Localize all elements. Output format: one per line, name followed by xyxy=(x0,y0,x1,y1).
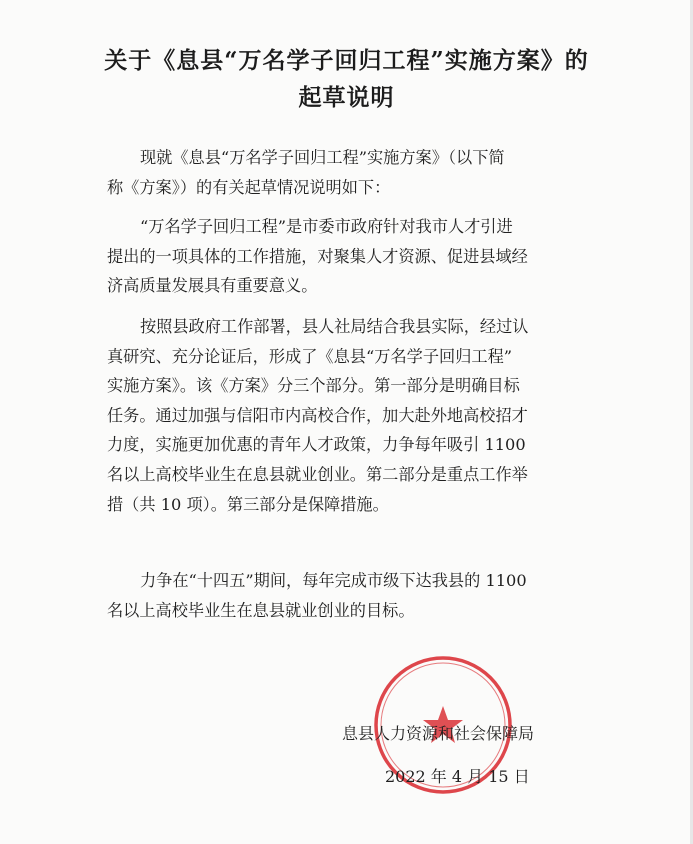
paragraph-line: 名以上高校毕业生在息县就业创业的目标。 xyxy=(107,600,415,620)
paragraph-line: “万名学子回归工程”是市委市政府针对我市人才引进 xyxy=(140,217,513,236)
paragraph-line: 名以上高校毕业生在息县就业创业。第二部分是重点工作举 xyxy=(107,464,528,484)
paragraph-line: 力度，实施更加优惠的青年人才政策，力争每年吸引 1100 xyxy=(107,435,526,455)
paragraph-3 xyxy=(107,312,587,519)
paragraph-1 xyxy=(107,143,587,202)
paragraph-2 xyxy=(107,212,587,301)
paragraph-line: 真研究、充分论证后，形成了《息县“万名学子回归工程” xyxy=(107,346,513,366)
paragraph-line: 措（共 10 项）。第三部分是保障措施。 xyxy=(107,494,389,514)
paragraph-line: 称《方案》）的有关起草情况说明如下： xyxy=(107,177,391,197)
paragraph-line: 按照县政府工作部署，县人社局结合我县实际，经过认 xyxy=(140,317,529,336)
document-title-line-2: 起草说明 xyxy=(298,84,395,111)
paragraph-line: 任务。通过加强与信阳市内高校合作，加大赴外地高校招才 xyxy=(107,405,528,425)
paragraph-4 xyxy=(107,566,587,625)
document-title-line-1: 关于《息县“万名学子回归工程”实施方案》的 xyxy=(104,47,589,74)
paragraph-line: 实施方案》。该《方案》分三个部分。第一部分是明确目标 xyxy=(107,376,520,396)
signature-date: 2022 年 4 月 15 日 xyxy=(385,767,530,786)
paragraph-line: 现就《息县“万名学子回归工程”实施方案》（以下简 xyxy=(140,148,505,167)
paragraph-line: 济高质量发展具有重要意义。 xyxy=(107,276,318,296)
signature-organization: 息县人力资源和社会保障局 xyxy=(342,724,535,743)
paragraph-line: 力争在“十四五”期间，每年完成市级下达我县的 1100 xyxy=(140,571,527,590)
paragraph-line: 提出的一项具体的工作措施，对聚集人才资源、促进县域经 xyxy=(107,246,528,266)
